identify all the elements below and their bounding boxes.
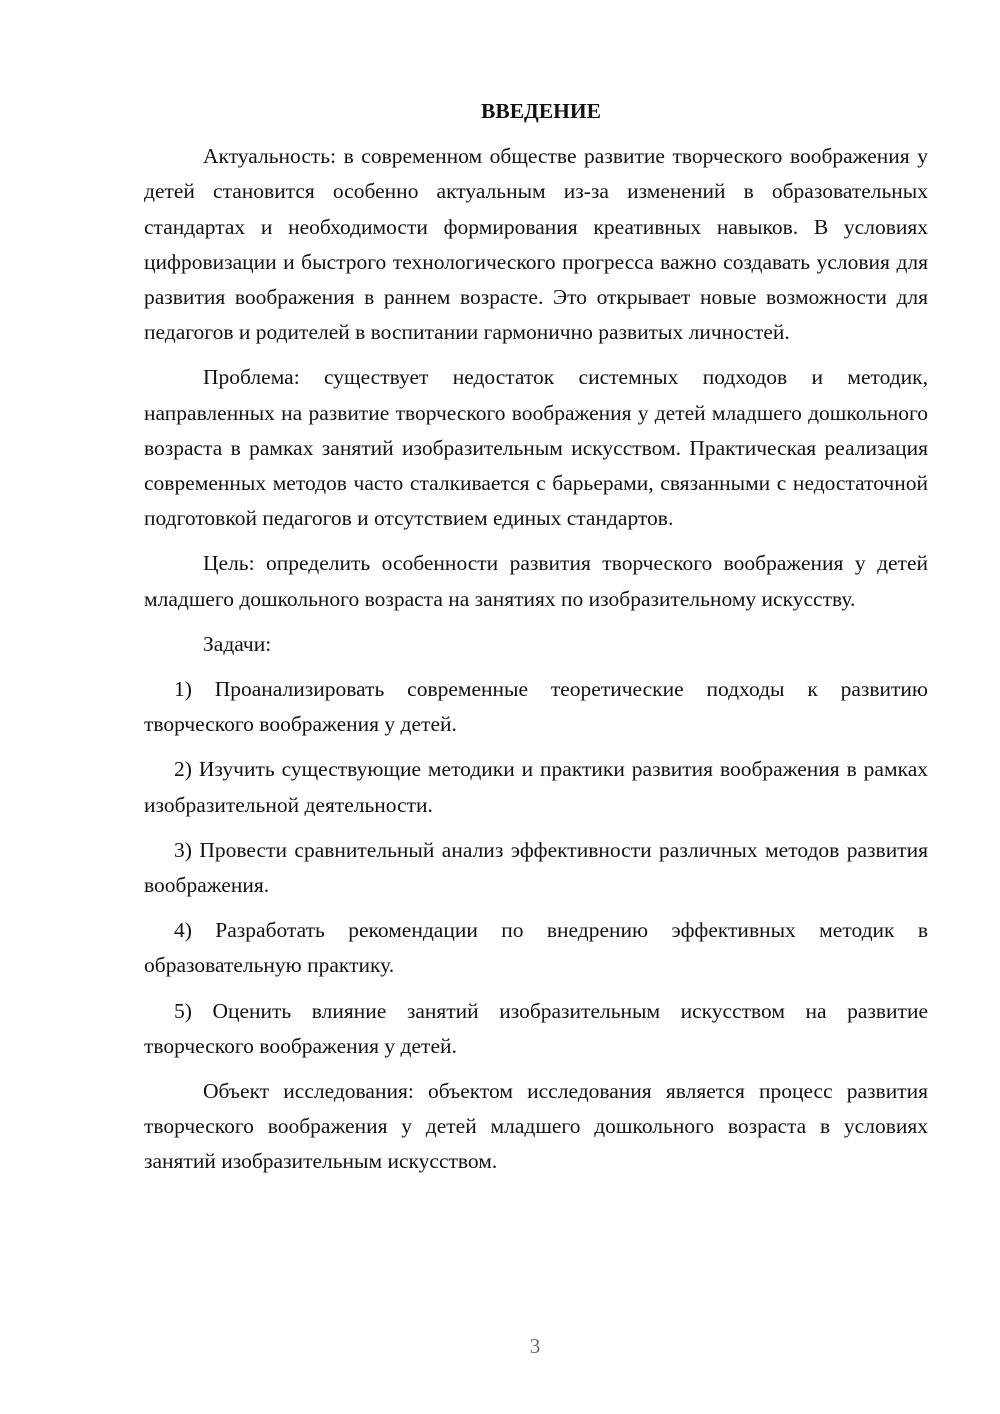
page-number: 3 bbox=[529, 1334, 541, 1358]
paragraph-relevance: Актуальность: в современном обществе развитие творческого воображения у детей становится особенно актуальным из-за изменений в образовательных стандартах и необходимости формирования креативных навыков. В условиях цифровизации и быстрого технологического прогресса важно создавать условия для развития воображения в раннем возрасте. Это открывает новые возможности для педагогов и родителей в воспитании гармонично развитых личностей. bbox=[144, 144, 928, 345]
task-item: 2) Изучить существующие методики и практики развития воображения в рамках изобразительной деятельности. bbox=[144, 757, 928, 817]
task-item: 5) Оценить влияние занятий изобразительным искусством на развитие творческого воображения у детей. bbox=[144, 998, 928, 1058]
paragraph-problem: Проблема: существует недостаток системных подходов и методик, направленных на развитие творческого воображения у детей младшего дошкольного возраста в рамках занятий изобразительным искусством. Практическая реализация современных методов часто сталкивается с барьерами, связанными с недостаточной подготовкой педагогов и отсутствием единых стандартов. bbox=[144, 365, 928, 531]
task-item: 1) Проанализировать современные теоретические подходы к развитию творческого воображения у детей. bbox=[144, 677, 928, 737]
task-item: 3) Провести сравнительный анализ эффективности различных методов развития воображения. bbox=[144, 837, 928, 898]
paragraph-object: Объект исследования: объектом исследования является процесс развития творческого воображения у детей младшего дошкольного возраста в условиях занятий изобразительным искусством. bbox=[144, 1079, 928, 1174]
section-title: ВВЕДЕНИЕ bbox=[481, 99, 601, 123]
tasks-heading: Задачи: bbox=[203, 631, 272, 656]
paragraph-goal: Цель: определить особенности развития творческого воображения у детей младшего дошкольного возраста на занятиях по изобразительному искусству. bbox=[144, 551, 928, 611]
page-content bbox=[144, 94, 928, 1190]
task-item: 4) Разработать рекомендации по внедрению эффективных методик в образовательную практику. bbox=[144, 918, 928, 978]
